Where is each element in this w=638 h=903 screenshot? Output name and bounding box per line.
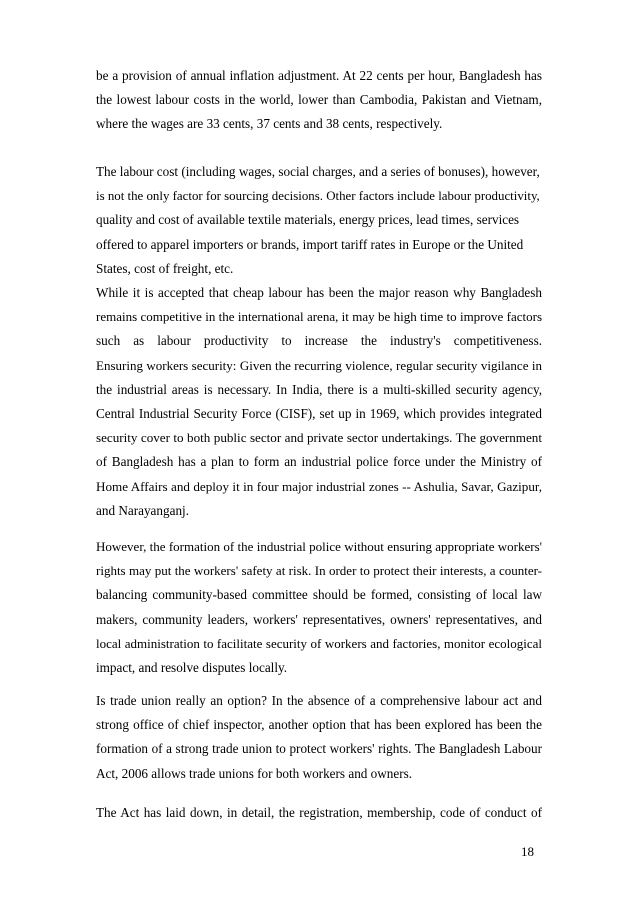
text-line: strong office of chief inspector, another option that has been explored has been the	[96, 717, 542, 733]
text-line: formation of a strong trade union to protect workers' rights. The Bangladesh Labour	[96, 741, 542, 757]
text-line: However, the formation of the industrial police without ensuring appropriate workers'	[96, 539, 542, 554]
text-line: Home Affairs and deploy it in four major industrial zones -- Ashulia, Savar, Gazipur,	[96, 478, 542, 494]
text-line: security cover to both public sector and private sector undertakings. The government	[96, 430, 542, 446]
text-line: Is trade union really an option? In the absence of a comprehensive labour act and	[96, 693, 542, 708]
text-line: makers, community leaders, workers' representatives, owners' representatives, and	[96, 611, 542, 627]
text-line: Ensuring workers security: Given the recurring violence, regular security vigilance in	[96, 357, 542, 373]
text-line: The labour cost (including wages, social charges, and a series of bonuses), however,	[96, 164, 540, 179]
text-line: remains competitive in the international arena, it may be high time to improve factors	[96, 309, 542, 325]
text-line: local administration to facilitate security of workers and factories, monitor ecological	[96, 635, 542, 651]
text-line: the lowest labour costs in the world, lower than Cambodia, Pakistan and Vietnam,	[96, 92, 542, 108]
text-line: quality and cost of available textile materials, energy prices, lead times, services	[96, 212, 520, 228]
text-line: impact, and resolve disputes locally.	[96, 660, 288, 676]
text-line: of Bangladesh has a plan to form an industrial police force under the Ministry of	[96, 454, 542, 470]
text-line: where the wages are 33 cents, 37 cents and 38 cents, respectively.	[96, 116, 443, 132]
text-line: States, cost of freight, etc.	[96, 260, 234, 276]
paragraph-industrial-police	[96, 535, 542, 680]
text-line: be a provision of annual inflation adjustment. At 22 cents per hour, Bangladesh has	[96, 68, 542, 83]
text-line: rights may put the workers' safety at risk. In order to protect their interests, a counter-	[96, 563, 542, 579]
text-line: offered to apparel importers or brands, import tariff rates in Europe or the United	[96, 236, 524, 252]
text-line: Act, 2006 allows trade unions for both workers and owners.	[96, 765, 413, 781]
paragraph-labour-act	[96, 801, 542, 825]
text-line: While it is accepted that cheap labour has been the major reason why Bangladesh	[96, 285, 542, 300]
page-number: 18	[521, 844, 534, 859]
text-line: balancing community-based committee should be formed, consisting of local law	[96, 587, 542, 603]
text-line: and Narayanganj.	[96, 502, 190, 518]
text-line: Central Industrial Security Force (CISF), set up in 1969, which provides integrated	[96, 406, 542, 422]
paragraph-trade-union	[96, 689, 542, 786]
paragraph-workers-security	[96, 281, 542, 523]
paragraph-inflation-wages	[96, 64, 542, 137]
paragraph-labour-cost-factors	[96, 160, 542, 281]
text-line: is not the only factor for sourcing decisions. Other factors include labour productivity,	[96, 189, 540, 204]
text-line: such as labour productivity to increase the industry's competitiveness.	[96, 333, 542, 349]
text-line: the industrial areas is necessary. In India, there is a multi-skilled security agency,	[96, 381, 542, 397]
text-line: The Act has laid down, in detail, the registration, membership, code of conduct of	[96, 805, 542, 820]
